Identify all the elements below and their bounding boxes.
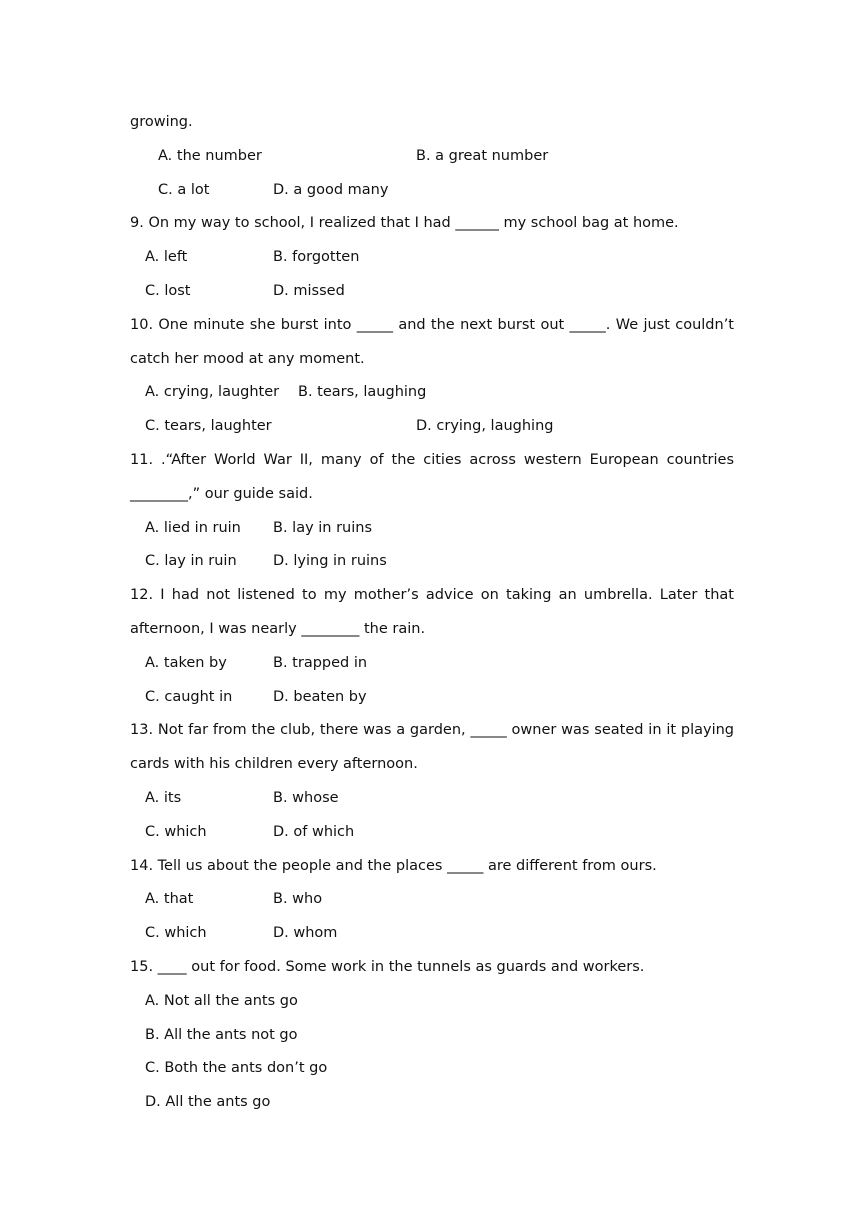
option-a: A. Not all the ants go: [145, 993, 298, 1009]
option-b: B. whose: [273, 790, 339, 806]
option-c: C. lost: [145, 283, 191, 299]
question-9-stem: 9. On my way to school, I realized that I had ______ my school bag at home.: [130, 215, 679, 231]
question-13-stem-cont: cards with his children every afternoon.: [130, 756, 418, 772]
option-b: B. a great number: [416, 148, 549, 164]
option-d: D. beaten by: [273, 689, 367, 705]
option-a: A. left: [145, 249, 188, 265]
option-b: B. trapped in: [273, 655, 368, 671]
option-c: C. caught in: [145, 689, 233, 705]
question-15-stem: 15. ____ out for food. Some work in the tunnels as guards and workers.: [130, 959, 645, 975]
option-a: A. crying, laughter: [145, 384, 280, 400]
option-b: B. who: [273, 891, 323, 907]
option-d: D. All the ants go: [145, 1094, 271, 1110]
question-continuation: growing.: [130, 114, 193, 130]
option-a: A. lied in ruin: [145, 520, 241, 536]
question-14-stem: 14. Tell us about the people and the places _____ are different from ours.: [130, 858, 657, 874]
option-a: A. its: [145, 790, 182, 806]
question-10-stem: 10. One minute she burst into _____ and the next burst out _____. We just couldn’t: [130, 317, 734, 333]
option-b: B. lay in ruins: [273, 520, 373, 536]
option-c: C. lay in ruin: [145, 553, 237, 569]
option-d: D. lying in ruins: [273, 553, 387, 569]
option-d: D. of which: [273, 824, 355, 840]
option-d: D. whom: [273, 925, 338, 941]
option-c: C. tears, laughter: [145, 418, 272, 434]
option-d: D. missed: [273, 283, 345, 299]
question-12-stem: 12. I had not listened to my mother’s advice on taking an umbrella. Later that: [130, 587, 734, 603]
option-d: D. a good many: [273, 182, 389, 198]
option-b: B. tears, laughing: [298, 384, 427, 400]
option-b: B. forgotten: [273, 249, 360, 265]
question-10-stem-cont: catch her mood at any moment.: [130, 351, 365, 367]
option-c: C. which: [145, 824, 207, 840]
option-c: C. Both the ants don’t go: [145, 1060, 328, 1076]
question-13-stem: 13. Not far from the club, there was a garden, _____ owner was seated in it playing: [130, 722, 734, 738]
option-c: C. which: [145, 925, 207, 941]
question-11-stem-cont: ________,” our guide said.: [130, 486, 313, 502]
option-a: A. taken by: [145, 655, 227, 671]
option-a: A. the number: [158, 148, 262, 164]
option-b: B. All the ants not go: [145, 1027, 298, 1043]
option-c: C. a lot: [158, 182, 210, 198]
option-a: A. that: [145, 891, 194, 907]
option-d: D. crying, laughing: [416, 418, 554, 434]
question-11-stem: 11. .“After World War II, many of the cities across western European countries: [130, 452, 734, 468]
question-12-stem-cont: afternoon, I was nearly ________ the rain.: [130, 621, 426, 637]
